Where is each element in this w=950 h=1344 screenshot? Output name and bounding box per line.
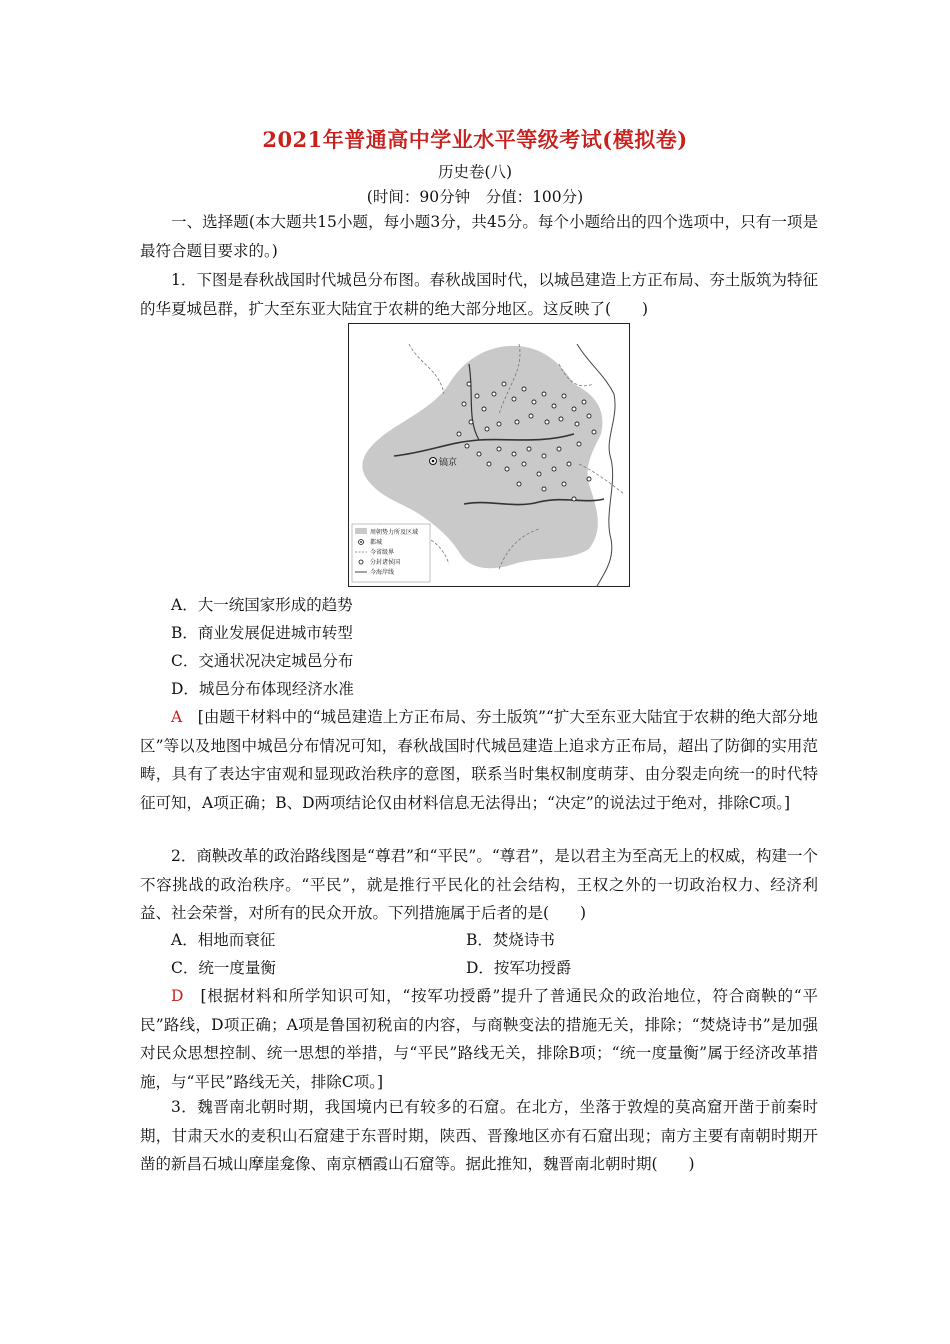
- q1-option-a: A．大一统国家形成的趋势: [171, 596, 353, 614]
- exam-meta: (时间：90分钟 分值：100分): [366, 188, 584, 206]
- page-title: 2021年普通高中学业水平等级考试(模拟卷): [262, 127, 688, 152]
- section-heading: 一、选择题(本大题共15小题，每小题3分，共45分。每个小题给出的四个选项中，只有一项是最符合题目要求的。): [140, 213, 818, 260]
- q2-option-c: C．统一度量衡: [171, 959, 276, 977]
- q1-option-c: C．交通状况决定城邑分布: [171, 652, 354, 670]
- paper-subtitle: 历史卷(八): [437, 163, 513, 181]
- q2-option-a: A．相地而衰征: [171, 931, 276, 949]
- q1-option-d: D．城邑分布体现经济水准: [171, 680, 354, 698]
- capital-label: 镐京: [439, 458, 458, 468]
- map-graphic: [349, 324, 629, 586]
- q1-option-b: B．商业发展促进城市转型: [171, 624, 353, 642]
- legend-coastline: 今海岸线: [370, 569, 395, 576]
- q2-option-b: B．焚烧诗书: [466, 931, 555, 949]
- q2-answer: D: [171, 987, 184, 1005]
- legend-region: 周朝势力所及区域: [370, 529, 419, 536]
- q2-answer-block: [140, 982, 818, 1096]
- question-1-stem: 1．下图是春秋战国时代城邑分布图。春秋战国时代，以城邑建造上方正布局、夯土版筑为特征的华夏城邑群，扩大至东亚大陆宜于农耕的绝大部分地区。这反映了( ): [140, 271, 818, 318]
- question-2-stem: 2．商鞅改革的政治路线图是“尊君”和“平民”。“尊君”，是以君主为至高无上的权威，构建一个不容挑战的政治秩序。“平民”，就是推行平民化的社会结构，王权之外的一切政治权力、经济利益、社会荣誉，对所有的民众开放。下列措施属于后者的是( ): [140, 847, 818, 923]
- question-3-stem: 3．魏晋南北朝时期，我国境内已有较多的石窟。在北方，坐落于敦煌的莫高窟开凿于前秦时期，甘肃天水的麦积山石窟建于东晋时期，陕西、晋豫地区亦有石窟出现；南方主要有南朝时期开凿的新昌石城山摩崖龛像、南京栖霞山石窟等。据此推知，魏晋南北朝时期( ): [140, 1098, 818, 1174]
- q1-answer-block: [140, 703, 818, 817]
- legend-border: 今省级界: [370, 549, 395, 556]
- city-distribution-map: [348, 323, 630, 587]
- legend-capital: 都城: [370, 539, 383, 546]
- legend-state: 分封诸侯国: [370, 559, 401, 566]
- q1-answer: A: [171, 708, 183, 726]
- q1-explanation: [由题干材料中的“城邑建造上方正布局、夯土版筑”“扩大至东亚大陆宜于农耕的绝大部分地区”等以及地图中城邑分布情况可知，春秋战国时代城邑建造上追求方正布局，超出了防御的实用范畴，具有了表达宇宙观和显现政治秩序的意图，联系当时集权制度萌芽、由分裂走向统一的时代特征可知，A项正确；B、D两项结论仅由材料信息无法得出；“决定”的说法过于绝对，排除C项。]: [140, 708, 818, 812]
- q2-explanation: [根据材料和所学知识可知，“按军功授爵”提升了普通民众的政治地位，符合商鞅的“平民”路线，D项正确；A项是鲁国初税亩的内容，与商鞅变法的措施无关，排除；“焚烧诗书”是加强对民众思想控制、统一思想的举措，与“平民”路线无关，排除B项；“统一度量衡”属于经济改革措施，与“平民”路线无关，排除C项。]: [140, 987, 818, 1091]
- q2-option-d: D．按军功授爵: [466, 959, 572, 977]
